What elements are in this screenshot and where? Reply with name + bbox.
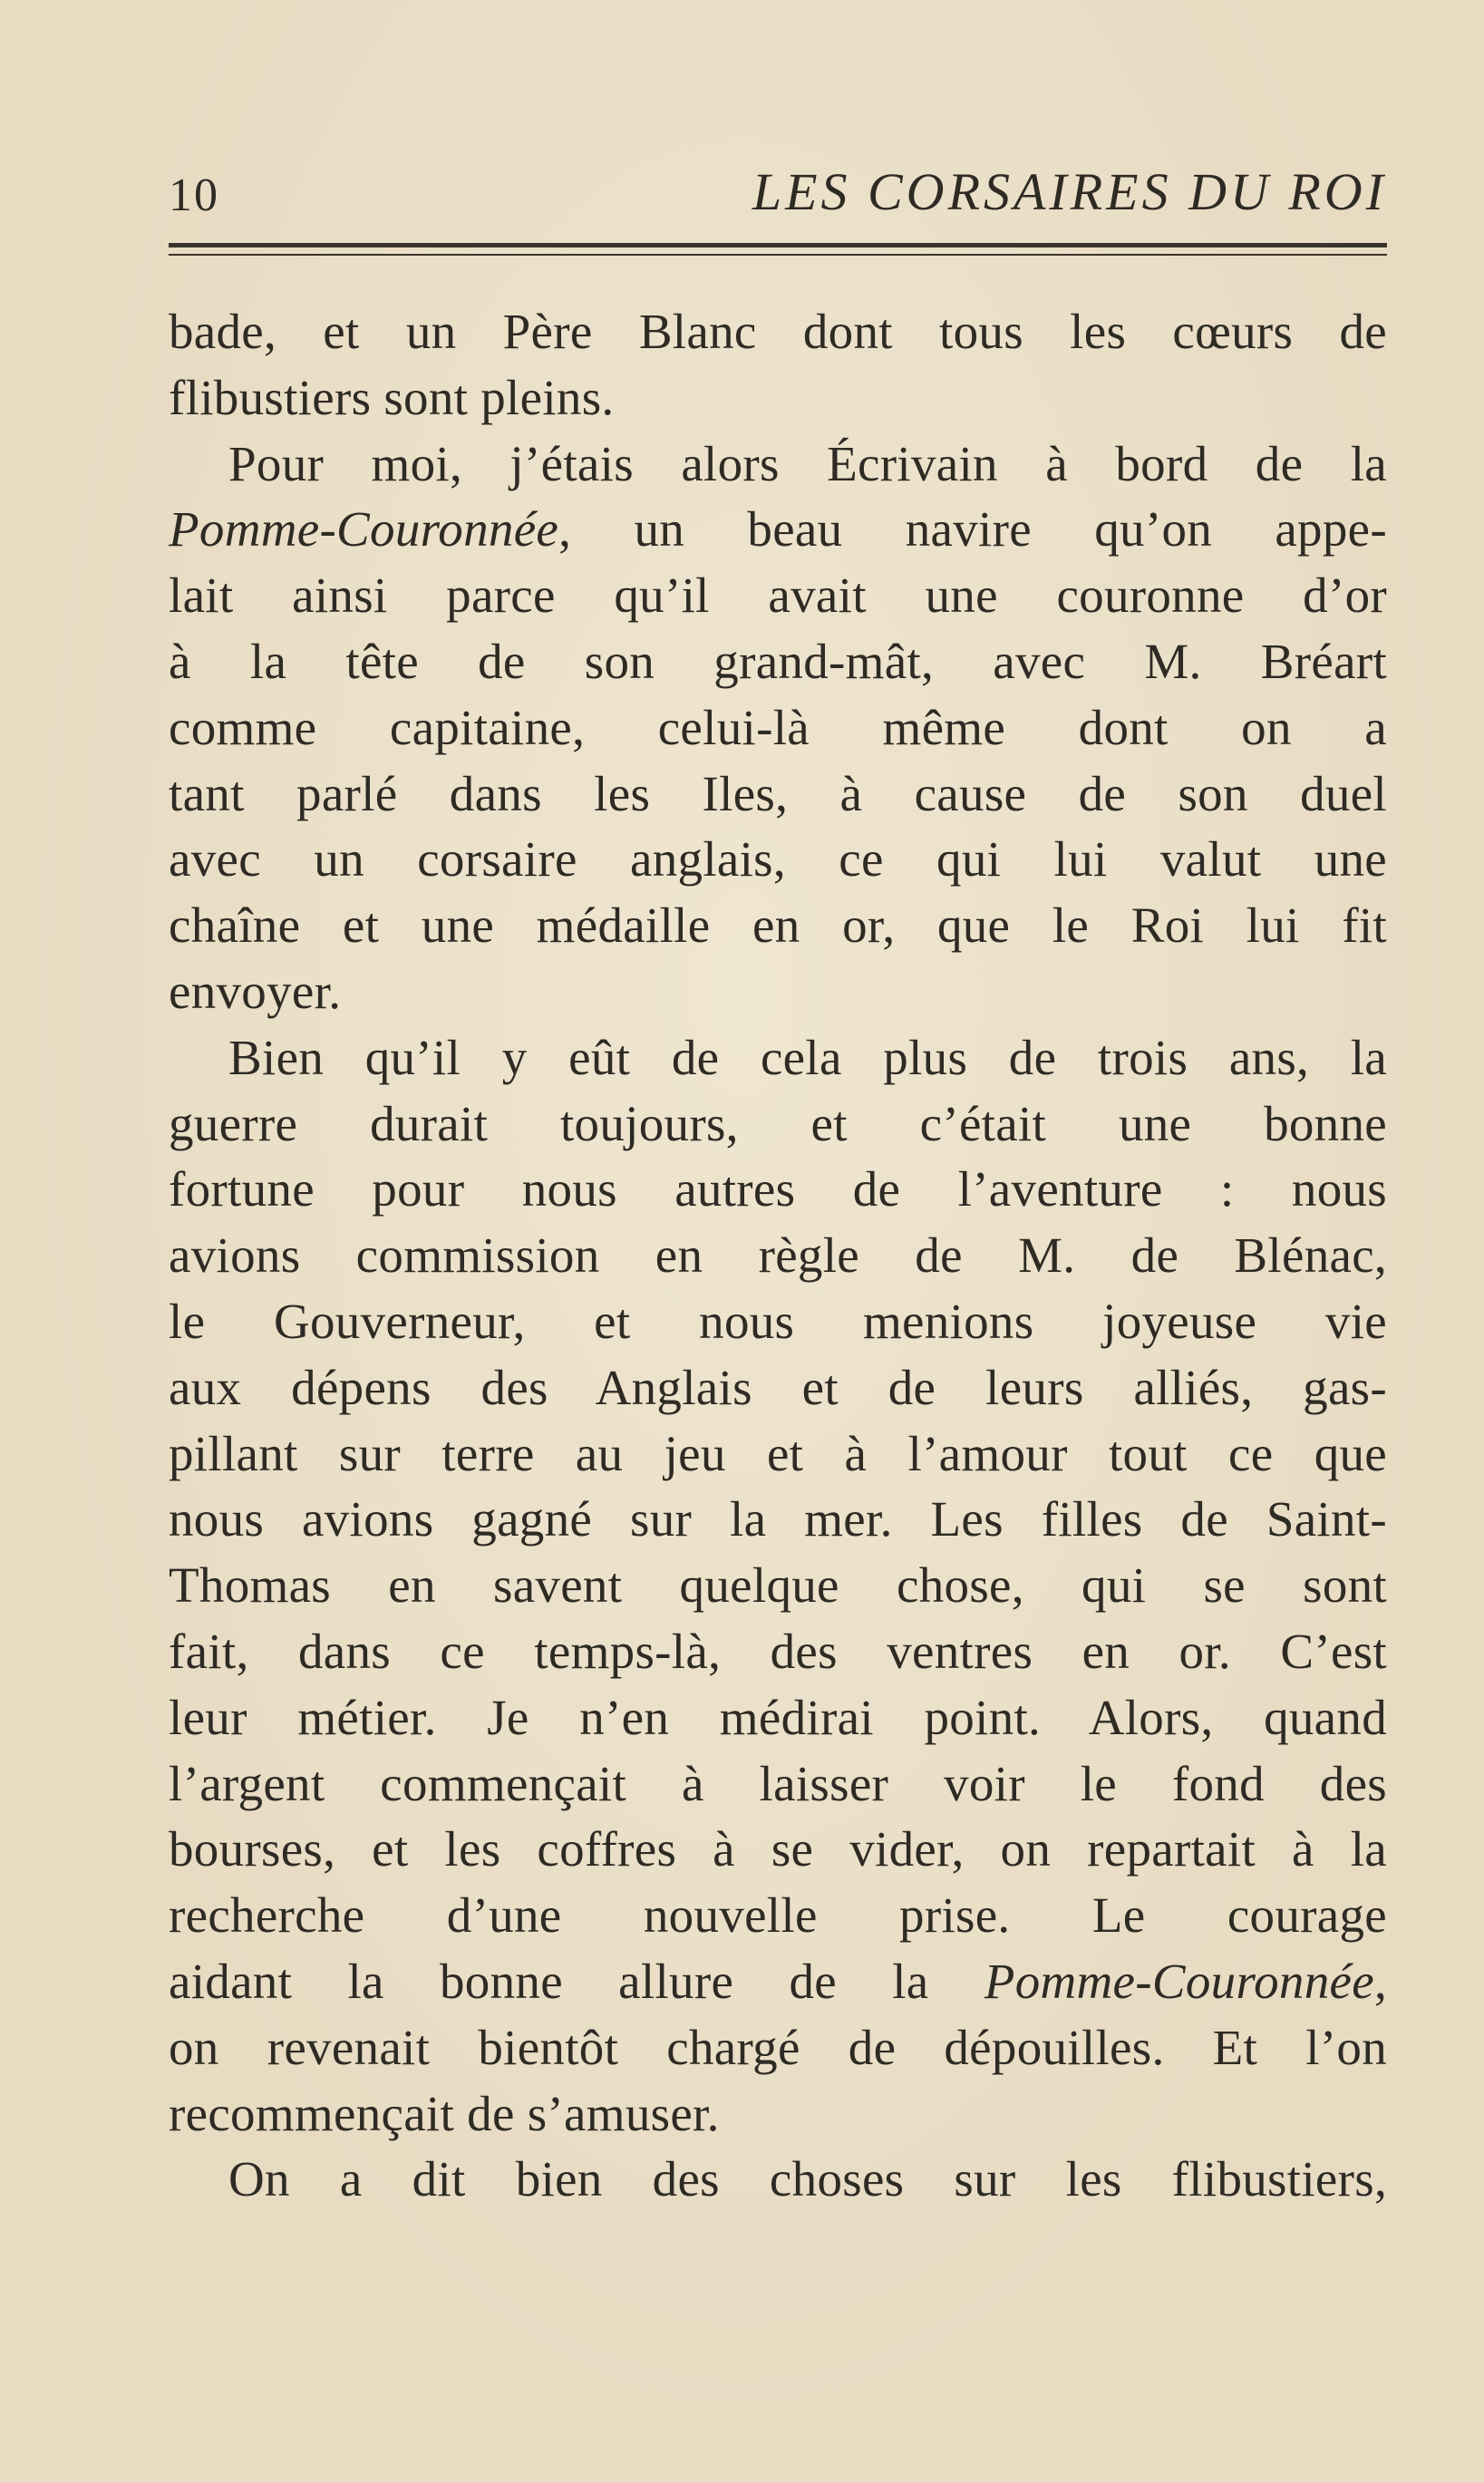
header-rule-thick: [169, 243, 1387, 247]
text-line: nous avions gagné sur la mer. Les filles de Saint-: [169, 1491, 1387, 1547]
text-line: fait, dans ce temps-là, des ventres en or. C’est: [169, 1623, 1387, 1679]
header-rule-thin: [169, 254, 1387, 256]
text-line: tant parlé dans les Iles, à cause de son duel: [169, 765, 1387, 821]
text-line: aux dépens des Anglais et de leurs alliés, gas-: [169, 1359, 1387, 1415]
text-line: leur métier. Je n’en médirai point. Alors, quand: [169, 1689, 1387, 1745]
running-title: LES CORSAIRES DU ROI: [752, 162, 1387, 221]
text-line: chaîne et une médaille en or, que le Roi lui fit: [169, 897, 1387, 954]
body-text: [169, 299, 1387, 2213]
text-line: comme capitaine, celui-là même dont on a: [169, 699, 1387, 755]
text-line: Pomme-Couronnée, un beau navire qu’on appe-: [169, 501, 1387, 558]
page-header: [169, 161, 1387, 225]
text-line: bade, et un Père Blanc dont tous les cœurs de: [169, 304, 1387, 359]
text-line: lait ainsi parce qu’il avait une couronne d’or: [169, 567, 1387, 624]
text-line: le Gouverneur, et nous menions joyeuse vie: [169, 1293, 1387, 1349]
text-line: Pour moi, j’étais alors Écrivain à bord de la: [228, 435, 1387, 491]
text-line: envoyer.: [169, 963, 342, 1019]
text-line: guerre durait toujours, et c’était une bonne: [169, 1095, 1387, 1151]
text-line: l’argent commençait à laisser voir le fond des: [169, 1755, 1387, 1811]
text-line: recherche d’une nouvelle prise. Le courage: [169, 1887, 1387, 1944]
text-line: Thomas en savent quelque chose, qui se sont: [169, 1557, 1387, 1614]
text-line: recommençait de s’amuser.: [169, 2085, 720, 2141]
text-line: Bien qu’il y eût de cela plus de trois ans, la: [228, 1029, 1387, 1085]
text-line: bourses, et les coffres à se vider, on repartait à la: [169, 1821, 1387, 1877]
text-line: pillant sur terre au jeu et à l’amour tout ce que: [169, 1425, 1387, 1481]
text-line: fortune pour nous autres de l’aventure : nous: [169, 1161, 1387, 1217]
text-line: à la tête de son grand-mât, avec M. Bréart: [169, 633, 1387, 689]
text-line: flibustiers sont pleins.: [169, 369, 615, 425]
text-line: on revenait bientôt chargé de dépouilles. Et l’on: [169, 2019, 1387, 2075]
text-line: avions commission en règle de M. de Blénac,: [169, 1227, 1387, 1284]
text-line: On a dit bien des choses sur les flibustiers,: [228, 2151, 1387, 2207]
text-line: avec un corsaire anglais, ce qui lui valut une: [169, 831, 1387, 887]
page-number: 10: [169, 170, 219, 221]
text-line: aidant la bonne allure de la Pomme-Couronnée,: [169, 1953, 1387, 2009]
